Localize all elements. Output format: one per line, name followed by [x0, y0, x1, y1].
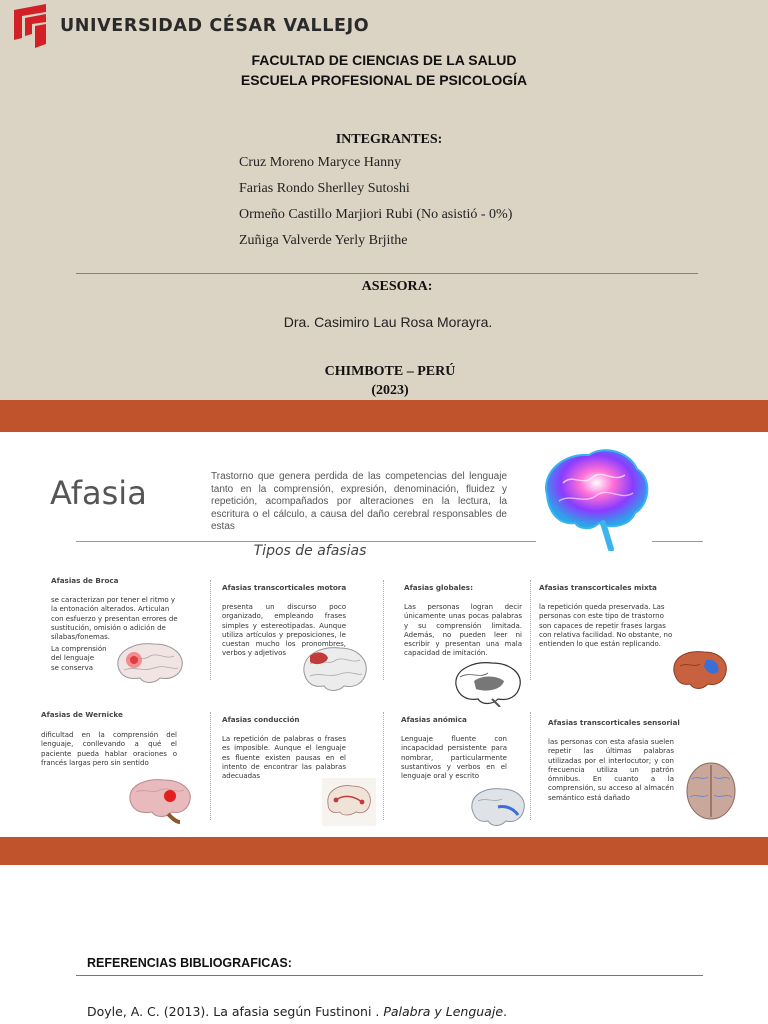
- brain-diagram-icon: [322, 778, 376, 826]
- column-separator: [530, 712, 531, 820]
- type-title-transcortical-motor: Afasias transcorticales motora: [222, 583, 347, 592]
- column-separator: [210, 712, 211, 820]
- infographic-title: Afasia: [50, 474, 147, 512]
- column-separator: [210, 580, 211, 680]
- type-text-conduction: La repetición de palabras o frases es imposible. Aunque el lenguaje es fluente existen pausas en el intento de encontrar las palabras adecuadas: [222, 735, 346, 781]
- brain-side-icon: [468, 785, 530, 833]
- member-name: Zuñiga Valverde Yerly Brjithe: [239, 233, 408, 248]
- members-heading: INTEGRANTES:: [335, 132, 443, 147]
- types-subtitle: Tipos de afasias: [253, 543, 367, 559]
- member-name: Ormeño Castillo Marjiori Rubi (No asistió - 0%): [239, 207, 513, 222]
- brain-side-icon: [124, 776, 196, 824]
- type-title-wernicke: Afasias de Wernicke: [41, 710, 123, 719]
- university-logo: [12, 4, 369, 48]
- infographic-definition: Trastorno que genera perdida de las competencias del lenguaje tanto en la comprensión, expresión, denominación, fluidez y repetición, acompañados por alteraciones en la lectura, la escritura o el cálculo, a causa del daño cerebral responsables de estas: [211, 471, 507, 532]
- type-text-wernicke: dificultad en la comprensión del lenguaje, conllevando a qué el paciente pueda hablar oraciones o francés largas pero sin sentido: [41, 731, 177, 767]
- faculty-title: FACULTAD DE CIENCIAS DE LA SALUD: [251, 52, 517, 68]
- type-title-transcortical-mixed: Afasias transcorticales mixta: [539, 583, 657, 592]
- brain-side-icon: [114, 640, 186, 686]
- advisor-name: Dra. Casimiro Lau Rosa Morayra.: [283, 314, 493, 330]
- type-title-broca: Afasias de Broca: [51, 576, 119, 585]
- type-text-transcortical-mixed: la repetición queda preservada. Las personas con este tipo de trastorno son capaces de repetir frases largas con relativa facilidad. No obstante, no entienden lo que están replicando.: [539, 603, 673, 649]
- member-name: Farias Rondo Sherlley Sutoshi: [239, 181, 410, 196]
- brain-side-icon: [670, 648, 730, 690]
- column-separator: [530, 580, 531, 680]
- header-divider-left: [76, 541, 536, 542]
- type-text-broca: se caracterizan por tener el ritmo y la entonación alterados. Articulan con esfuerzo y presentan errores de sustitución, omisión o adición de sílabas/fonemas.: [51, 596, 178, 642]
- type-text-transcortical-sensory: las personas con esta afasia suelen repetir las últimas palabras utilizadas por el interlocutor; y con frecuencia utiliza un patrón ómnibus. En cuanto a la comprensión, su acceso al almacén semántico está dañado: [548, 738, 674, 802]
- references-divider: [76, 975, 703, 976]
- column-separator: [383, 580, 384, 680]
- school-title: ESCUELA PROFESIONAL DE PSICOLOGÍA: [240, 72, 528, 88]
- type-title-anomic: Afasias anómica: [401, 715, 467, 724]
- glowing-brain-icon: [533, 443, 655, 551]
- city-label: CHIMBOTE – PERÚ: [324, 364, 456, 379]
- university-name: UNIVERSIDAD CÉSAR VALLEJO: [60, 16, 370, 36]
- member-name: Cruz Moreno Maryce Hanny: [239, 155, 402, 170]
- type-text-anomic: Lenguaje fluente con incapacidad persistente para nombrar, particularmente sustantivos y verbos en el lenguaje oral y escrito: [401, 735, 507, 781]
- brain-side-icon: [452, 659, 524, 707]
- header-divider-right: [652, 541, 703, 542]
- advisor-heading: ASESORA:: [361, 279, 433, 294]
- orange-band-top: [0, 400, 768, 432]
- type-text-transcortical-motor: presenta un discurso poco organizado, empleando frases simples y estereotipadas. Aunque utiliza artículos y preposiciones, le cuestan mucho los pronombres, verbos y adjetivos: [222, 603, 346, 658]
- cover-divider: [76, 273, 698, 274]
- brain-top-icon: [684, 761, 738, 821]
- ucv-logo-icon: [12, 4, 50, 48]
- type-title-conduction: Afasias conducción: [222, 715, 300, 724]
- type-extra-broca: La comprensión del lenguaje se conserva: [51, 645, 107, 672]
- cover-section: [0, 0, 768, 400]
- column-separator: [383, 712, 384, 820]
- year-label: (2023): [371, 383, 409, 398]
- type-title-transcortical-sensory: Afasias transcorticales sensorial: [548, 718, 680, 727]
- type-text-global: Las personas logran decir únicamente unas pocas palabras y su comprensión limitada. Además, no pueden leer ni escribir y presentan una mala capacidad de imitación.: [404, 603, 522, 658]
- references-heading: REFERENCIAS BIBLIOGRAFICAS:: [87, 956, 292, 970]
- type-title-global: Afasias globales:: [404, 583, 473, 592]
- brain-side-icon: [300, 644, 370, 694]
- reference-entry: Doyle, A. C. (2013). La afasia según Fustinoni . Palabra y Lenguaje.: [87, 1004, 507, 1019]
- orange-band-bottom: [0, 837, 768, 865]
